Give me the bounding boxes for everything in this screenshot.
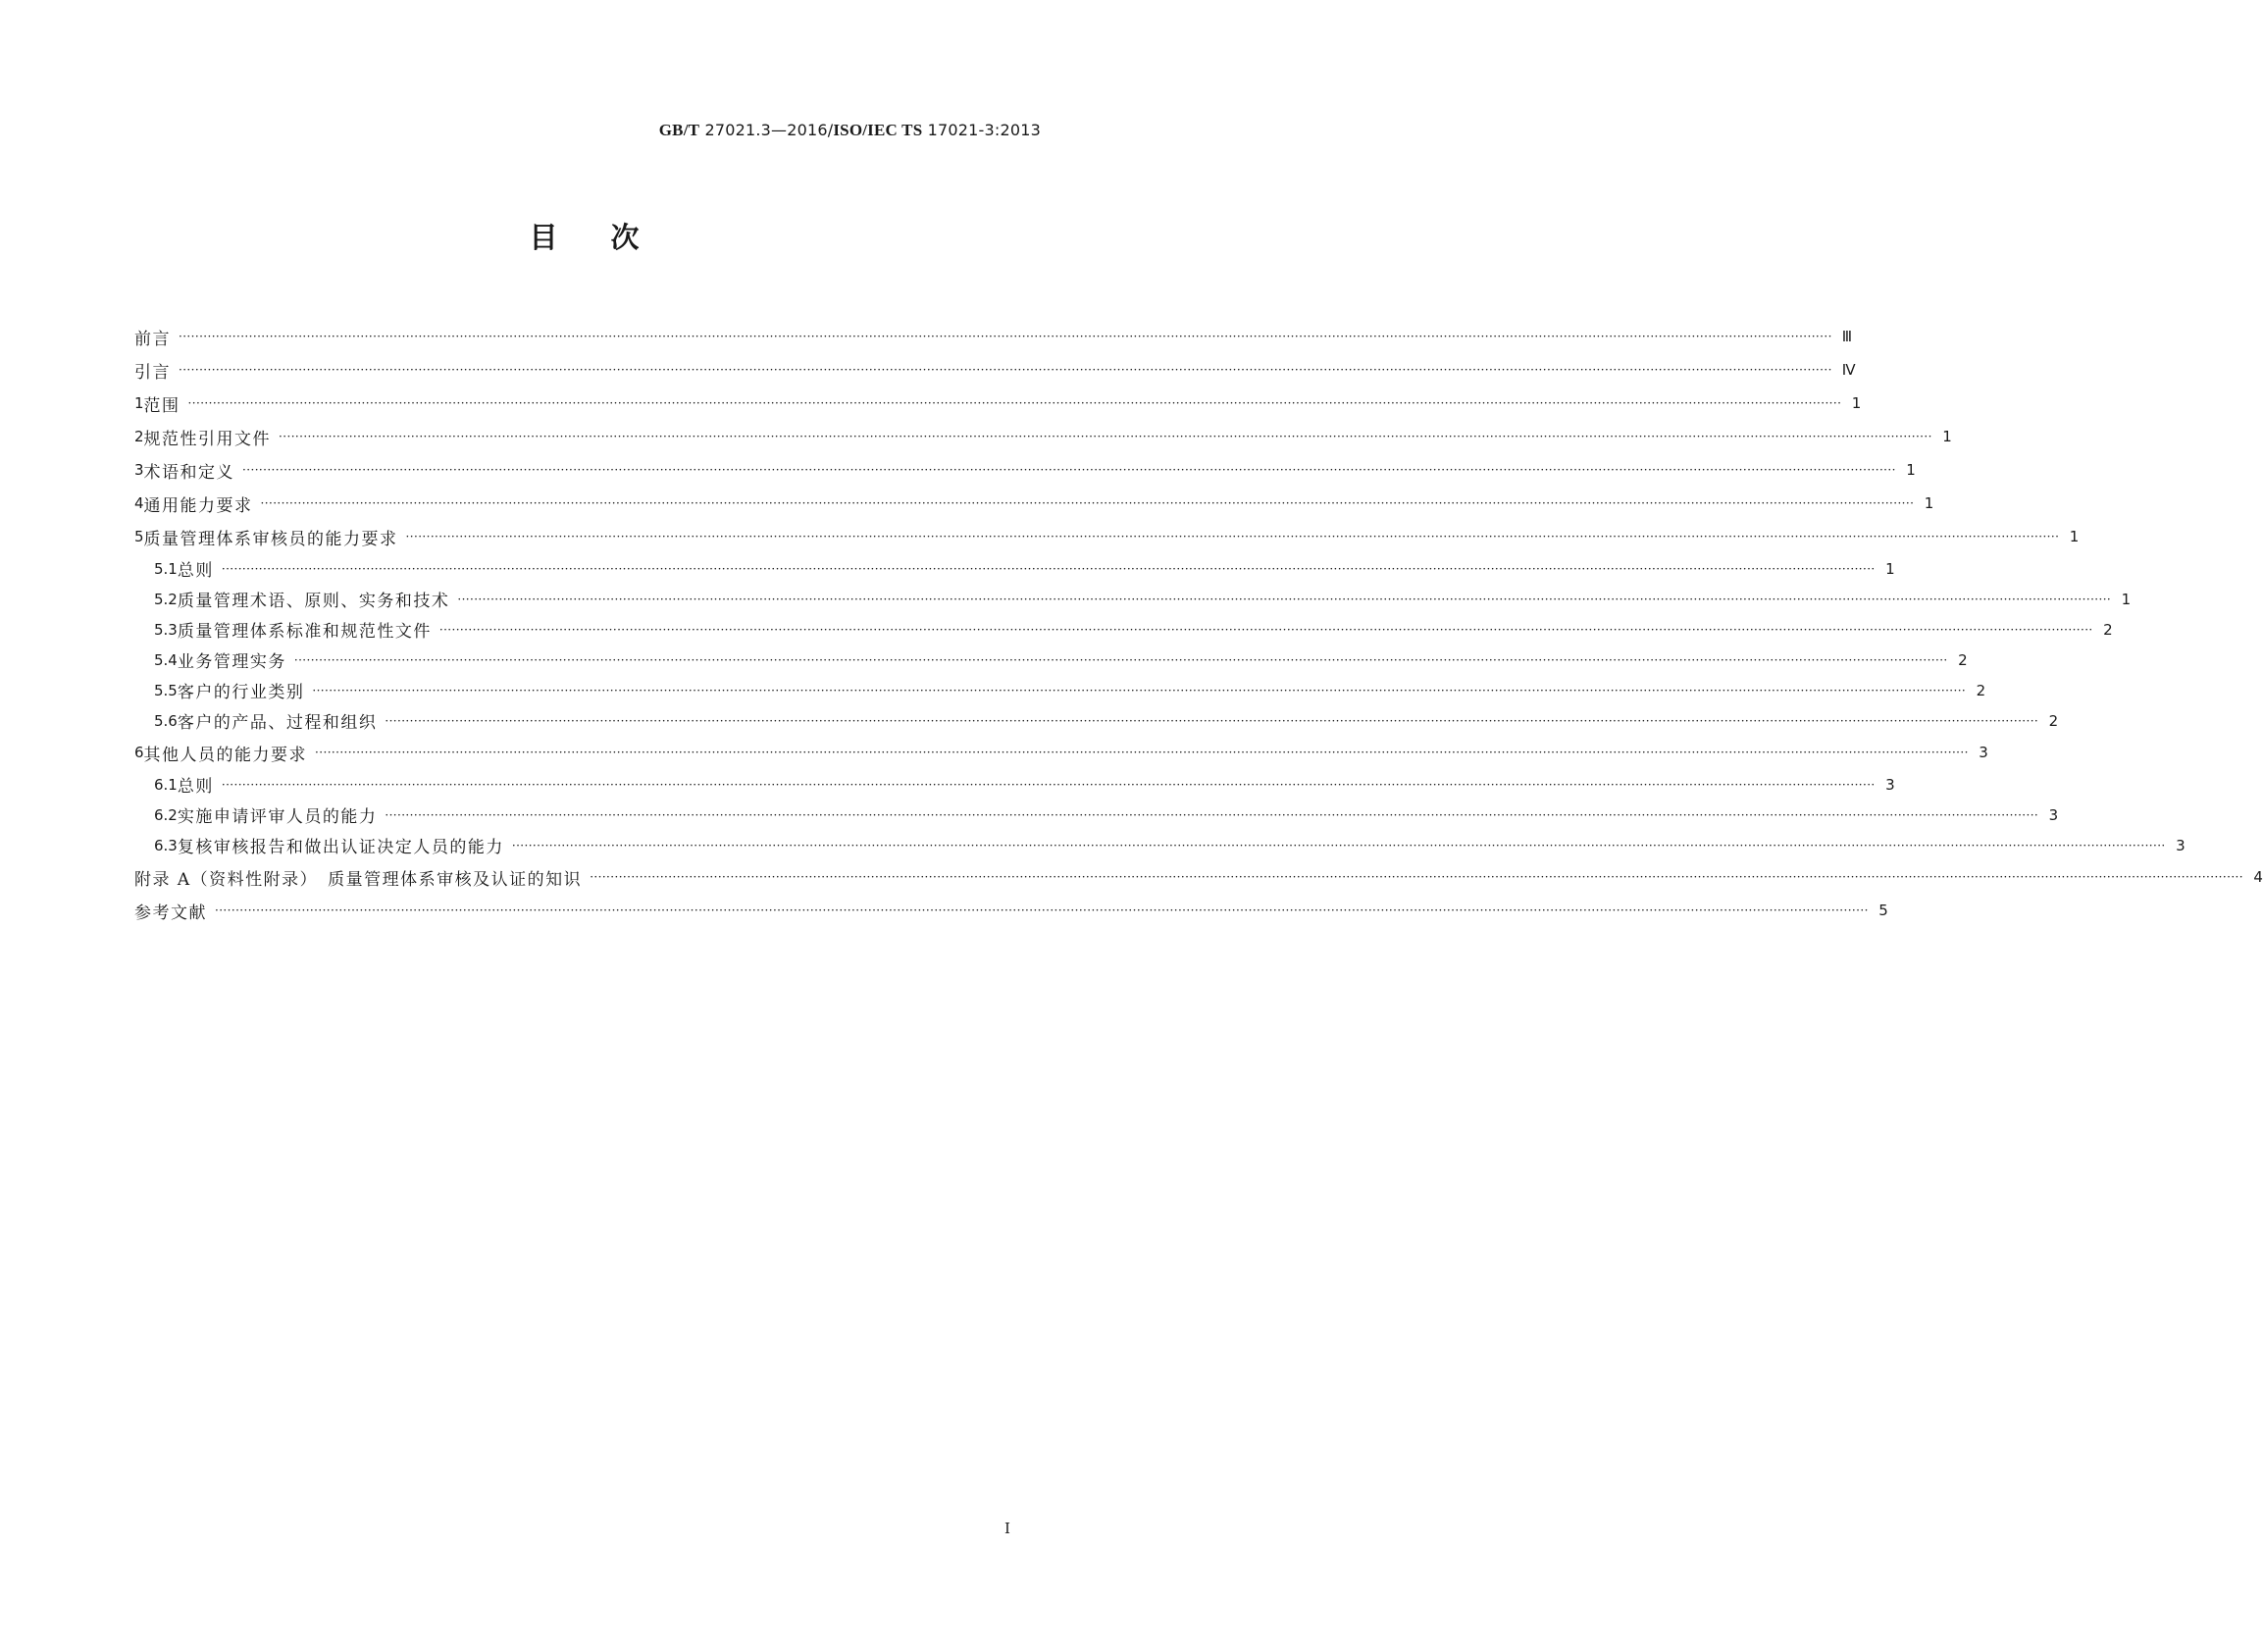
toc-entry-label: 规范性引用文件 — [143, 429, 272, 449]
dot-leader: ················································································································································································································································································································································································································ — [385, 713, 2039, 728]
toc-entry-label: 其他人员的能力要求 — [143, 745, 308, 765]
toc-entry-number: 6.3 — [154, 836, 178, 854]
page-number: I — [1004, 1520, 1010, 1537]
toc-entry-number: 5.4 — [154, 650, 178, 669]
dot-leader: ················································································································································································································································································································································································································ — [279, 430, 1932, 443]
toc-entry-label: 实施申请评审人员的能力 — [177, 807, 378, 827]
toc-entry-page: 3 — [2176, 836, 2186, 854]
dot-leader: ················································································································································································································································································································································································································ — [385, 807, 2039, 822]
toc-entry-number: 5.6 — [154, 711, 178, 730]
toc-entry-label: 参考文献 — [134, 903, 207, 923]
dot-leader: ················································································································································································································································································································································································································ — [315, 746, 1969, 759]
dot-leader: ················································································································································································································································································································································································································ — [590, 870, 2243, 884]
toc-entry-page: 1 — [1924, 494, 1934, 512]
document-standard-number — [659, 116, 1041, 145]
toc-entry-label: 总则 — [177, 561, 214, 581]
dot-leader: ················································································································································································································································································································································································································ — [438, 622, 2093, 637]
toc-entry-page: 1 — [2121, 590, 2132, 608]
toc-entry-section-3[interactable] — [134, 453, 1916, 487]
toc-entry-number: 4 — [134, 494, 144, 512]
toc-entry-number: 5 — [134, 528, 144, 545]
toc-entry-page: 2 — [2048, 711, 2059, 730]
toc-entry-bibliography[interactable] — [134, 894, 1888, 927]
dot-leader: ················································································································································································································································································································································································································ — [221, 777, 1876, 792]
toc-entry-section-1[interactable] — [134, 387, 1862, 420]
toc-entry-label: 附录 A（资料性附录） 质量管理体系审核及认证的知识 — [134, 869, 583, 890]
toc-entry-introduction[interactable] — [134, 353, 1856, 387]
standard-number-iso: 17021-3:2013 — [922, 121, 1041, 139]
toc-entry-section-2[interactable] — [134, 420, 1952, 453]
dot-leader: ················································································································································································································································································································································································································ — [312, 683, 1967, 697]
toc-entry-number: 2 — [134, 428, 144, 445]
toc-entry-section-5-5[interactable] — [134, 675, 1986, 705]
toc-entry-page: 3 — [1885, 775, 1895, 794]
toc-entry-section-5[interactable] — [134, 520, 2080, 553]
toc-entry-page: 1 — [1851, 394, 1862, 412]
toc-entry-page: 4 — [2253, 868, 2263, 886]
toc-entry-label: 客户的产品、过程和组织 — [177, 713, 378, 733]
toc-entry-section-6-3[interactable] — [134, 830, 2186, 860]
toc-entry-label: 通用能力要求 — [143, 495, 253, 516]
toc-entry-section-4[interactable] — [134, 487, 1934, 520]
dot-leader: ················································································································································································································································································································································································································ — [293, 652, 1948, 667]
dot-leader: ················································································································································································································································································································································································································ — [187, 396, 1842, 410]
standard-code-gbt: GB/T — [658, 121, 700, 139]
toc-entry-page: Ⅳ — [1841, 361, 1856, 379]
toc-entry-page: 1 — [1885, 559, 1895, 578]
toc-title: 目次 — [529, 221, 693, 254]
toc-entry-page: 2 — [1976, 681, 1986, 699]
toc-entry-label: 复核审核报告和做出认证决定人员的能力 — [177, 838, 504, 857]
toc-entry-page: 3 — [2048, 805, 2059, 824]
dot-leader: ················································································································································································································································································································································································································ — [215, 903, 1869, 917]
toc-entry-page: Ⅲ — [1841, 328, 1853, 345]
toc-entry-number: 3 — [134, 461, 144, 479]
toc-entry-page: 5 — [1878, 902, 1888, 919]
toc-entry-label: 质量管理术语、原则、实务和技术 — [177, 592, 450, 611]
toc-entry-label: 客户的行业类别 — [177, 683, 305, 702]
toc-entry-label: 业务管理实务 — [177, 652, 286, 672]
toc-entry-section-5-3[interactable] — [134, 614, 2113, 645]
toc-entry-foreword[interactable] — [134, 320, 1853, 353]
dot-leader: ················································································································································································································································································································································································································ — [457, 592, 2112, 606]
toc-entry-section-6-2[interactable] — [134, 800, 2059, 830]
dot-leader: ················································································································································································································································································································································································································ — [221, 561, 1876, 576]
toc-entry-section-5-1[interactable] — [134, 553, 1895, 584]
toc-entry-number: 6.2 — [154, 805, 178, 824]
dot-leader: ················································································································································································································································································································································································································ — [179, 330, 1832, 343]
toc-entry-label: 前言 — [134, 329, 171, 349]
toc-entry-number: 5.5 — [154, 681, 178, 699]
toc-entry-section-5-6[interactable] — [134, 705, 2059, 736]
toc-entry-page: 2 — [2103, 620, 2113, 639]
toc-entry-label: 范围 — [143, 395, 180, 416]
toc-entry-number: 5.1 — [154, 559, 178, 578]
toc-entry-page: 1 — [2069, 528, 2080, 545]
toc-entry-page: 1 — [1942, 428, 1952, 445]
standard-number-gbt: 27021.3—2016/ — [699, 121, 834, 139]
standard-code-iso: ISO/IEC TS — [833, 121, 923, 139]
toc-entry-number: 5.3 — [154, 620, 178, 639]
toc-entry-label: 术语和定义 — [143, 462, 235, 483]
toc-entry-page: 1 — [1906, 461, 1916, 479]
toc-entry-number: 5.2 — [154, 590, 178, 608]
toc-entry-label: 质量管理体系标准和规范性文件 — [177, 622, 432, 642]
dot-leader: ················································································································································································································································································································································································································ — [511, 838, 2166, 852]
dot-leader: ················································································································································································································································································································································································································ — [179, 363, 1832, 377]
toc-entry-section-6-1[interactable] — [134, 769, 1895, 800]
toc-entry-label: 总则 — [177, 777, 214, 797]
toc-entry-number: 1 — [134, 394, 144, 412]
toc-entry-number: 6.1 — [154, 775, 178, 794]
toc-entry-label: 质量管理体系审核员的能力要求 — [143, 529, 398, 549]
dot-leader: ················································································································································································································································································································································································································ — [260, 496, 1915, 510]
toc-entry-section-5-2[interactable] — [134, 584, 2132, 614]
dot-leader: ················································································································································································································································································································································································································ — [242, 463, 1896, 477]
toc-entry-label: 引言 — [134, 362, 171, 383]
toc-entry-page: 3 — [1979, 744, 1988, 761]
toc-entry-number: 6 — [134, 744, 144, 761]
dot-leader: ················································································································································································································································································································································································································ — [405, 530, 2060, 543]
toc-entry-annex-a[interactable] — [134, 860, 2263, 894]
toc-entry-section-6[interactable] — [134, 736, 1988, 769]
table-of-contents — [134, 320, 2263, 927]
toc-entry-section-5-4[interactable] — [134, 645, 1968, 675]
toc-entry-page: 2 — [1958, 650, 1968, 669]
